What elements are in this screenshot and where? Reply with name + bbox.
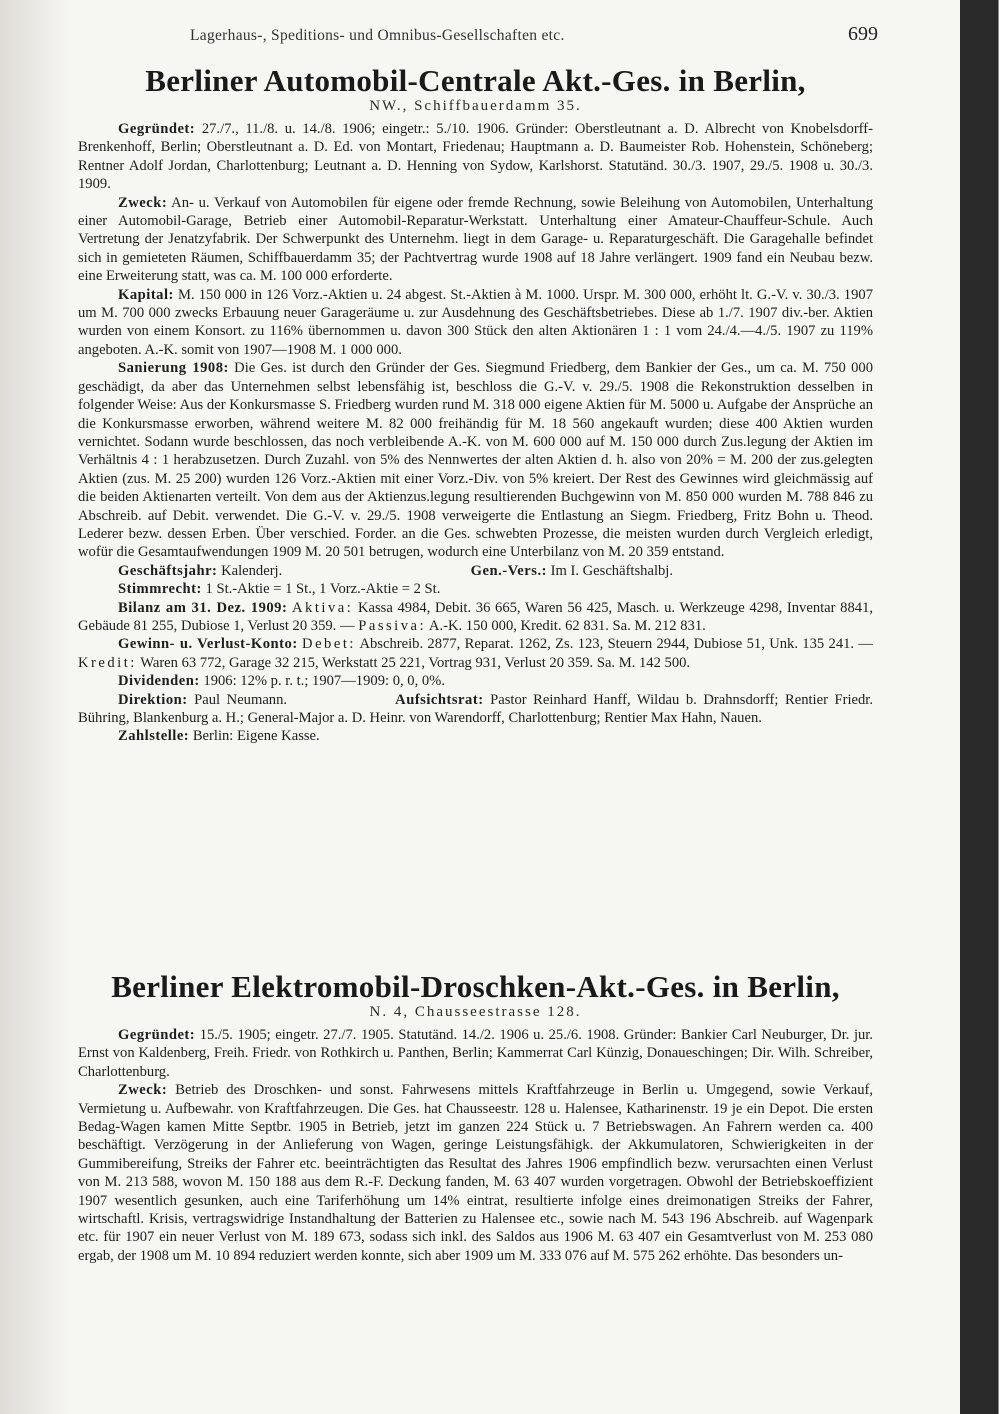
section-label: Geschäftsjahr:: [118, 562, 218, 579]
section-gewinn-verlust: [78, 635, 873, 672]
kredit-label: Kredit:: [78, 654, 137, 671]
section-label: Stimmrecht:: [118, 581, 202, 598]
section-text: 15./5. 1905; eingetr. 27./7. 1905. Statutänd. 14./2. 1906 u. 25./6. 1908. Gründer: Bankier Carl Neuburger, Dr. jur. Ernst von Kaldenberg, Freih. Friedr. von Rothkirch u. Panthen, Berlin; Kammerrat Carl Künzig, Donaueschingen; Dir. Wilh. Schreiber, Charlottenburg.: [78, 1027, 873, 1080]
section-label: Aufsichtsrat:: [395, 691, 484, 708]
kredit-text: Waren 63 772, Garage 32 215, Werkstatt 25 221, Vortrag 931, Verlust 20 359. Sa. M. 142 500.: [140, 654, 691, 671]
section-label: Zweck:: [118, 1082, 168, 1099]
section-stimmrecht: [78, 580, 873, 598]
section-label: Dividenden:: [118, 673, 200, 690]
section-label: Gegründet:: [118, 1027, 196, 1043]
section-label: Direktion:: [118, 691, 188, 708]
section-label: Zahlstelle:: [118, 728, 190, 745]
section-zahlstelle: [78, 727, 873, 745]
section-text: Paul Neumann.: [194, 691, 288, 708]
passiva-text: A.-K. 150 000, Kredit. 62 831. Sa. M. 212 831.: [428, 617, 706, 634]
passiva-label: Passiva:: [358, 617, 427, 634]
section-dividenden: [78, 672, 873, 690]
page-edge-bar: [960, 0, 998, 1414]
gen-vers: [471, 562, 873, 580]
company-title: Berliner Automobil-Centrale Akt.-Ges. in Berlin,: [145, 63, 806, 98]
section-text: 27./7., 11./8. u. 14./8. 1906; eingetr.: 5./10. 1906. Gründer: Oberstleutnant a. D. Albrecht von Knobelsdorff-Brenkenhoff, Berlin; Oberstleutnant a. D. Ed. von Montart, Friedenau; Hauptmann a. D. Baumeister Rob. Hohenstein, Schöneberg; Rentner Adolf Jordan, Charlottenburg; Leutnant a. D. Henning von Sydow, Karlshorst. Statutänd. 30./3. 1907, 29./5. 1908 u. 30./3. 1909.: [78, 121, 873, 193]
debet-text: Abschreib. 2877, Reparat. 1262, Zs. 123, Steuern 2944, Dubiose 51, Unk. 135 241. —: [359, 636, 873, 653]
section-bilanz: [78, 599, 873, 636]
section-text: Betrieb des Droschken- und sonst. Fahrwesens mittels Kraftfahrzeuge in Berlin u. Umgegend, sowie Verkauf, Vermietung u. Aufbewahr. von Kraftfahrzeugen. Die Ges. hat Chausseestr. 128 u. Halensee, Katharinenstr. 19 je ein Depot. Die ersten Bedag-Wagen kamen Mitte Septbr. 1905 in Betrieb, jetzt im ganzen 224 Stück u. 7 Betriebswagen. An Fahrern werden ca. 400 beschäftigt. Verzögerung in der Anlieferung von Wagen, geringe Leistungsfähigk. der Akkumulatoren, Schwierigkeiten in der Gummibereifung, Streiks der Fahrer etc. beeinträchtigten das Resultat des Jahres 1906 empfindlich bezw. verursachten einen Verlust von M. 213 588, wovon M. 150 188 aus dem R.-F. Deckung fanden, M. 63 407 wurden vorgetragen. Obwohl der Betriebskoeffizient 1907 wesentlich gesunken, auch eine Tariferhöhung um 14% eintrat, resultierte infolge eines dreimonatigen Streiks der Fahrer, wirtschaftl. Krisis, vertragswidrige Instandhaltung der Batterien zu Halensee etc., sowie nach M. 543 196 Abschreib. auf Wagenpark etc. für 1907 ein neuer Verlust von M. 189 673, sodass sich inkl. des Saldos aus 1906 M. 63 407 ein Gesamtverlust von M. 253 080 ergab, der 1908 um M. 10 894 reduziert werden konnte, sich aber 1909 um M. 333 076 auf M. 575 262 erhöhte. Das besonders un-: [78, 1082, 873, 1264]
page-number: 699: [848, 23, 878, 45]
geschaeftsjahr: [78, 562, 282, 580]
section-text: M. 150 000 in 126 Vorz.-Aktien u. 24 abgest. St.-Aktien à M. 1000. Urspr. M. 300 000, erhöht lt. G.-V. v. 30./3. 1907 um M. 700 000 zwecks Erbauung neuer Garageräume u. zur Ausdehnung des Geschäftsbetriebes. Diese ab 1./7. 1907 div.-ber. Aktien wurden von einem Konsort. zu 116% übernommen u. davon 300 Stück den alten Aktionären 1 : 1 vom 24./4.—4./5. 1907 zu 119% angeboten. A.-K. somit von 1907—1908 M. 1 000 000.: [78, 286, 873, 358]
section-text: An- u. Verkauf von Automobilen für eigene oder fremde Rechnung, sowie Beleihung von Automobilen, Unterhaltung einer Automobil-Garage, Betrieb einer Automobil-Reparatur-Werkstatt. Unterhaltung einer Amateur-Chauffeur-Schule. Auch Vertretung der Jenatzyfabrik. Der Schwerpunkt des Unternehm. liegt in dem Garage- u. Reparaturgeschäft. Die Garagehalle befindet sich in gemieteten Räumen, Schiffbauerdamm 35; der Pachtvertrag wurde 1908 auf 18 Jahre verlängert. 1909 fand ein Neubau bezw. eine Erweiterung statt, was ca. M. 100 000 erforderte.: [78, 194, 874, 285]
section-label: Zweck:: [118, 194, 168, 211]
section-zweck: [78, 1081, 873, 1265]
section-text: 1906: 12% p. r. t.; 1907—1909: 0, 0, 0%.: [203, 673, 445, 690]
section-text: 1 St.-Aktie = 1 St., 1 Vorz.-Aktie = 2 St.: [205, 581, 441, 598]
section-text: Die Ges. ist durch den Gründer der Ges. Siegmund Friedberg, dem Bankier der Ges., um ca. M. 750 000 geschädigt, da aber das Unternehmen selbst lebensfähig ist, beschloss die G.-V. v. 29./5. 1908 die Rekonstruktion desselben in folgender Weise: Aus der Konkursmasse S. Friedberg wurden rund M. 318 000 eigene Aktien für M. 5000 u. Aufgabe der Ansprüche an die Konkursmasse erworben, während weitere M. 82 000 freihändig für M. 18 560 angekauft wurden; diese 400 Aktien wurden vernichtet. Sodann wurde beschlossen, das noch verbleibende A.-K. von M. 600 000 auf M. 150 000 durch Zus.legung der Aktien im Verhältnis 4 : 1 herabzusetzen. Durch Zuzahl. von 5% des Nennwertes der alten Aktien d. h. also von 20% = M. 200 der zus.gelegten Aktien (zus. M. 25 200) wurden 126 Vorz.-Aktien mit einer Vorz.-Div. von 5% kreiert. Der Rest des Gewinnes wird gleichmässig auf die beiden Aktienarten verteilt. Von dem aus der Aktienzus.legung resultierenden Buchgewinn von M. 850 000 wurden M. 788 846 zu Abschreib. auf Debit. verwendet. Die G.-V. v. 29./5. 1908 verweigerte die Entlastung an Siegm. Friedberg, Fritz Bohn u. Theod. Lederer bezw. dessen Erben. Über verschied. Forder. an die Ges. schwebten Prozesse, die meisten wurden durch Vergleich erledigt, wofür die Gesamtaufwendungen 1909 M. 20 501 betrugen, wodurch eine Unterbilanz von M. 20 359 entstand.: [78, 360, 874, 561]
section-label: Bilanz am 31. Dez. 1909:: [118, 599, 288, 616]
section-zweck: [78, 194, 873, 286]
section-label: Sanierung 1908:: [118, 360, 229, 377]
section-text: Berlin: Eigene Kasse.: [192, 728, 320, 745]
debet-label: Debet:: [302, 636, 356, 653]
section-direktion-aufsichtsrat: [78, 691, 873, 728]
section-text: Pastor Reinhard Hanff, Wildau b. Drahnsdorff; Rentier Friedr. Bühring, Blankenburg a. H.; General-Major a. D. Heinr. von Warendorff, Charlottenburg; Rentier Max Hahn, Nauen.: [78, 691, 874, 726]
company-entry-elektromobil-droschken: [78, 970, 873, 1265]
section-text: Kalenderj.: [221, 562, 283, 579]
aktiva-label: Aktiva:: [292, 599, 354, 616]
section-gegruendet: [78, 120, 873, 194]
section-label: Gen.-Vers.:: [470, 562, 547, 579]
company-entry-automobil-centrale: [78, 64, 873, 746]
section-sanierung: [78, 359, 873, 561]
company-title: Berliner Elektromobil-Droschken-Akt.-Ges. in Berlin,: [111, 969, 840, 1004]
company-address: NW., Schiffbauerdamm 35.: [369, 98, 582, 114]
section-kapital: [78, 286, 873, 360]
section-text: Im I. Geschäftshalbj.: [550, 562, 673, 579]
section-label: Gewinn- u. Verlust-Konto:: [118, 636, 298, 653]
company-address: N. 4, Chausseestrasse 128.: [369, 1004, 582, 1020]
section-geschaeftsjahr-genvers: [78, 562, 873, 580]
section-label: Kapital:: [118, 286, 174, 303]
section-label: Gegründet:: [118, 121, 196, 137]
section-gegruendet: [78, 1026, 873, 1081]
page-gutter-shadow: [0, 0, 70, 1414]
running-header: Lagerhaus-, Speditions- und Omnibus-Gesellschaften etc.: [190, 27, 565, 44]
aktiva-text: Kassa 4984, Debit. 36 665, Waren 56 425, Masch. u. Werkzeuge 4298, Inventar 8841, Gebäude 81 255, Dubiose 1, Verlust 20 359. —: [78, 599, 874, 634]
